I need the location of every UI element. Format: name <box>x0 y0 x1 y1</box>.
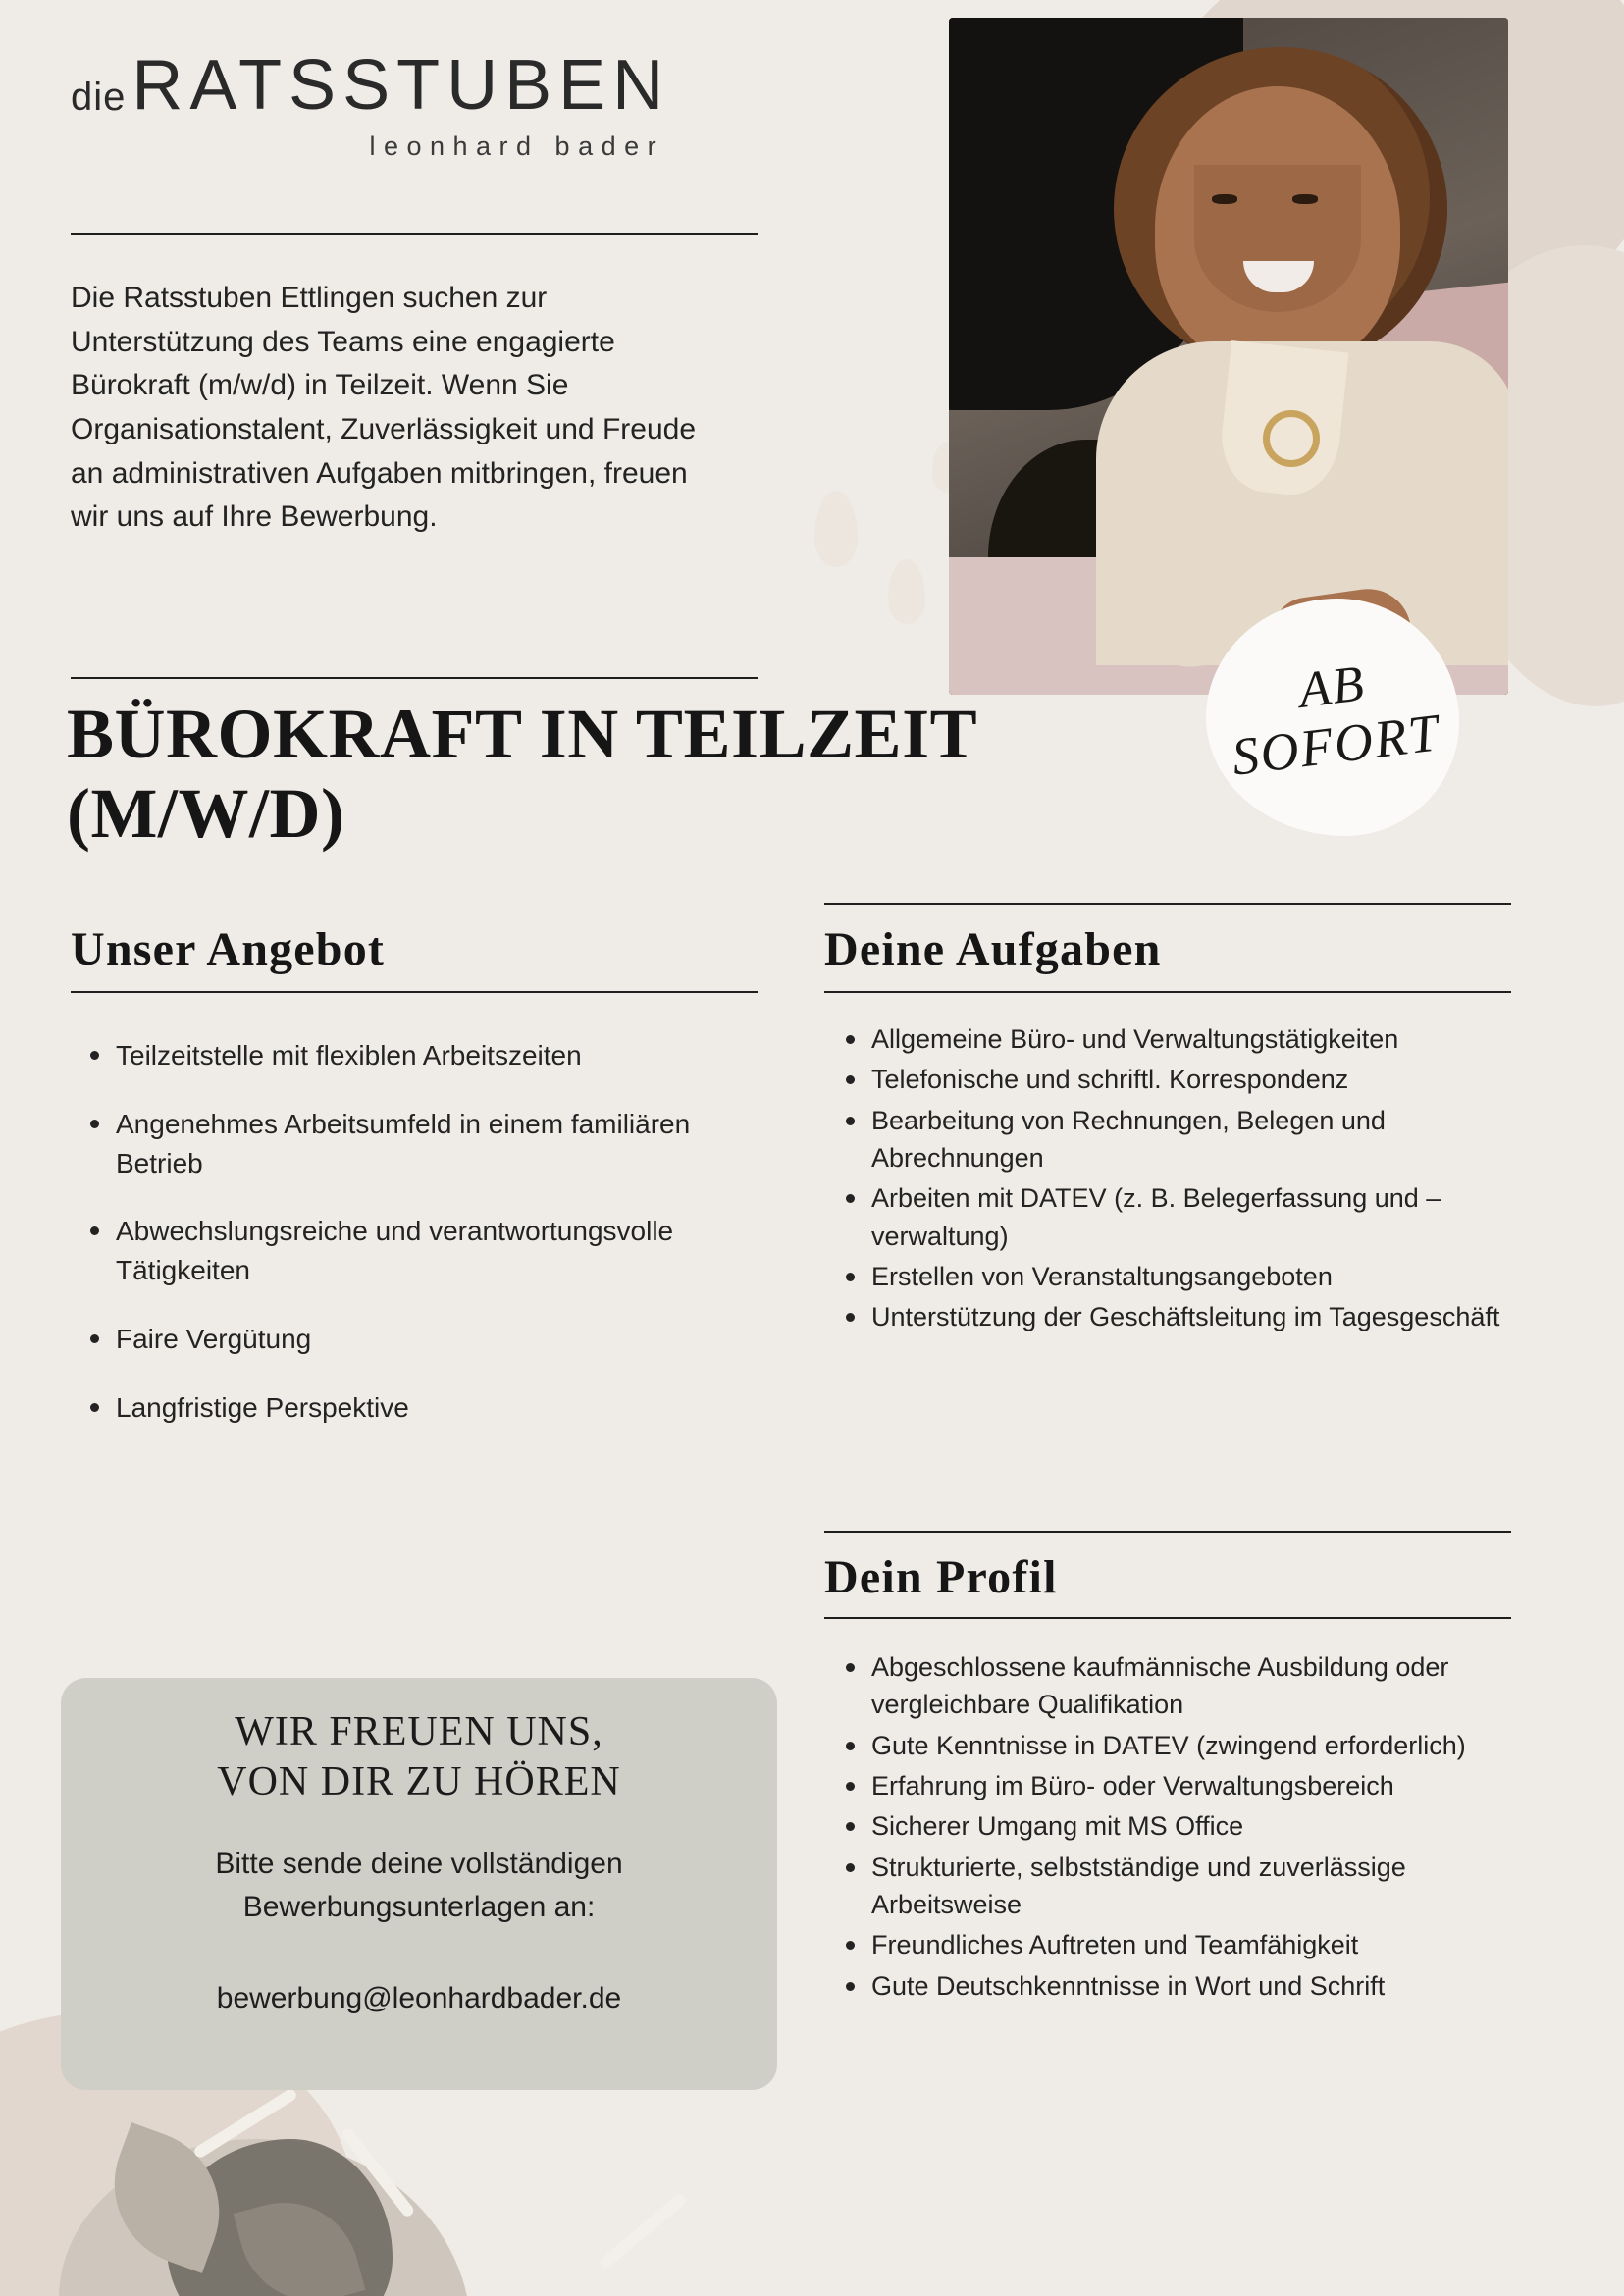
contact-email[interactable]: bewerbung@leonhardbader.de <box>216 1982 622 2014</box>
contact-instructions: Bitte sende deine vollständigen Bewerbungsunterlagen an: <box>215 1848 623 1923</box>
team-photo <box>949 18 1508 695</box>
brand-name: RATSSTUBEN <box>131 46 671 125</box>
list-item: Gute Kenntnisse in DATEV (zwingend erforderlich) <box>836 1727 1523 1764</box>
decorative-stick-3 <box>598 2192 688 2270</box>
list-item: Sicherer Umgang mit MS Office <box>836 1807 1523 1845</box>
divider-profile-top <box>824 1531 1511 1533</box>
profile-list <box>836 1648 1523 2008</box>
section-heading-offer: Unser Angebot <box>71 923 386 975</box>
decorative-drop-1 <box>814 491 858 567</box>
divider-tasks-top <box>824 903 1511 905</box>
list-item: Langfristige Perspektive <box>80 1388 748 1428</box>
divider-tasks-bottom <box>824 991 1511 993</box>
offer-list <box>80 1036 748 1456</box>
contact-heading-line-1: WIR FREUEN UNS, <box>235 1709 603 1754</box>
decorative-drop-2 <box>888 559 925 624</box>
contact-heading-line-2: VON DIR ZU HÖREN <box>217 1759 621 1805</box>
tasks-list <box>836 1020 1523 1339</box>
list-item: Erfahrung im Büro- oder Verwaltungsbereich <box>836 1767 1523 1804</box>
list-item: Faire Vergütung <box>80 1320 748 1359</box>
badge-line-2: SOFORT <box>1228 703 1443 787</box>
availability-badge <box>1206 599 1459 836</box>
list-item: Allgemeine Büro- und Verwaltungstätigkeiten <box>836 1020 1523 1058</box>
divider-top <box>71 233 758 235</box>
brand-prefix: die <box>71 76 127 119</box>
list-item: Bearbeitung von Rechnungen, Belegen und Abrechnungen <box>836 1102 1523 1177</box>
page-title: BÜROKRAFT IN TEILZEIT (M/W/D) <box>67 695 976 853</box>
list-item: Unterstützung der Geschäftsleitung im Tagesgeschäft <box>836 1298 1523 1335</box>
list-item: Abwechslungsreiche und verantwortungsvolle Tätigkeiten <box>80 1212 748 1290</box>
divider-offer-heading <box>71 991 758 993</box>
list-item: Freundliches Auftreten und Teamfähigkeit <box>836 1926 1523 1963</box>
intro-paragraph: Die Ratsstuben Ettlingen suchen zur Unterstützung des Teams eine engagierte Bürokraft (m/w/d) in Teilzeit. Wenn Sie Organisationstalent, Zuverlässigkeit und Freude an administrativen Aufgaben mitbringen, freuen wir uns auf Ihre Bewerbung. <box>71 282 697 534</box>
list-item: Teilzeitstelle mit flexiblen Arbeitszeiten <box>80 1036 748 1075</box>
list-item: Telefonische und schriftl. Korrespondenz <box>836 1061 1523 1098</box>
brand-logo <box>71 45 670 162</box>
brand-subtitle: leonhard bader <box>369 131 665 161</box>
list-item: Angenehmes Arbeitsumfeld in einem familiären Betrieb <box>80 1105 748 1183</box>
list-item: Gute Deutschkenntnisse in Wort und Schrift <box>836 1967 1523 2005</box>
list-item: Strukturierte, selbstständige und zuverlässige Arbeitsweise <box>836 1849 1523 1924</box>
list-item: Erstellen von Veranstaltungsangeboten <box>836 1258 1523 1295</box>
list-item: Abgeschlossene kaufmännische Ausbildung oder vergleichbare Qualifikation <box>836 1648 1523 1724</box>
contact-heading <box>61 1707 777 1807</box>
section-heading-tasks: Deine Aufgaben <box>824 923 1162 975</box>
divider-profile-bottom <box>824 1617 1511 1619</box>
list-item: Arbeiten mit DATEV (z. B. Belegerfassung und –verwaltung) <box>836 1179 1523 1255</box>
section-heading-profile: Dein Profil <box>824 1551 1058 1603</box>
badge-line-1: AB <box>1295 655 1369 720</box>
divider-title <box>71 677 758 679</box>
